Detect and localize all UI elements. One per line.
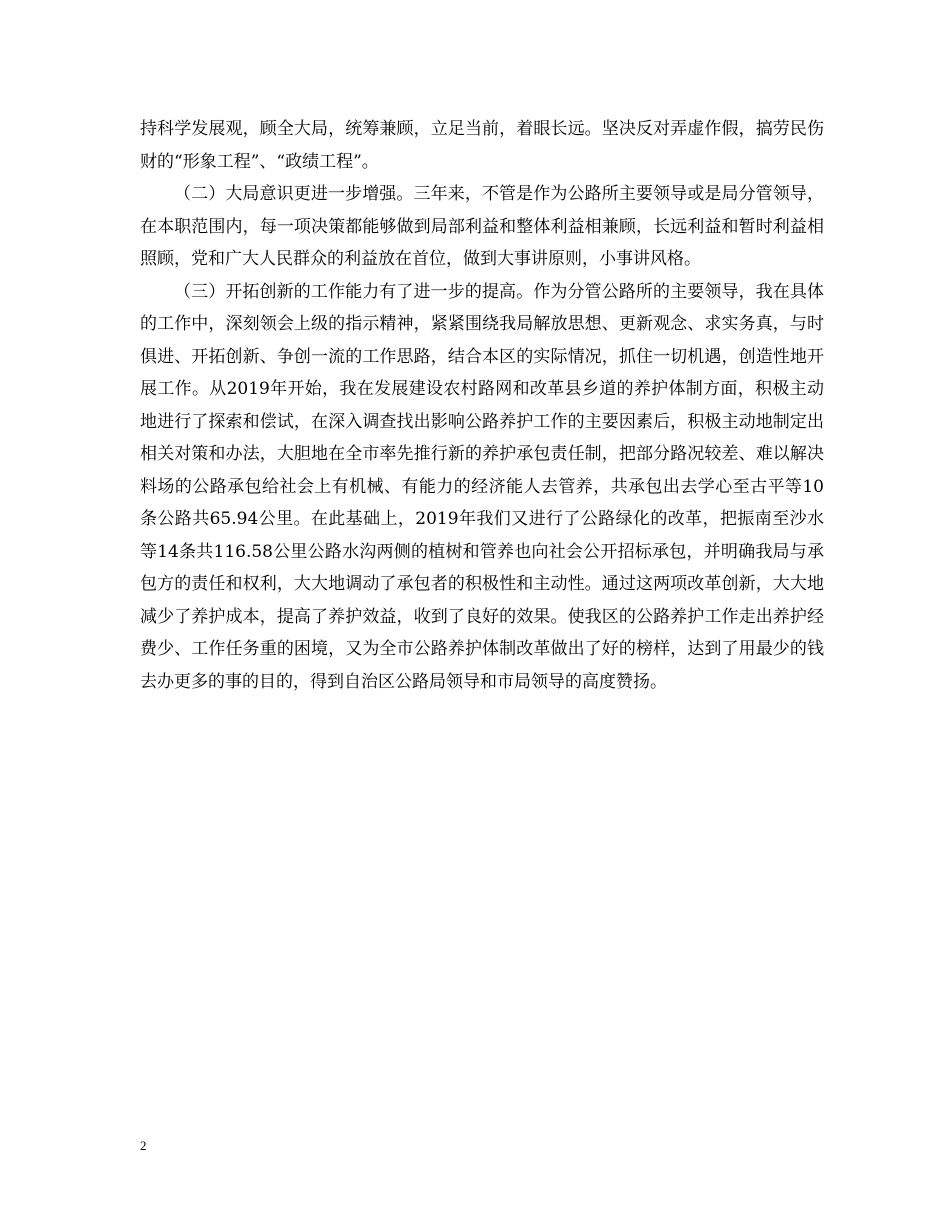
paragraph-3: （三）开拓创新的工作能力有了进一步的提高。作为分管公路所的主要领导，我在具体的工作中，深刻领会上级的指示精神，紧紧围绕我局解放思想、更新观念、求实务真，与时俱进、开拓创新、争创一流的工作思路，结合本区的实际情况，抓住一切机遇，创造性地开展工作。从2019年开始，我在发展建设农村路网和改革县乡道的养护体制方面，积极主动地进行了探索和偿试，在深入调查找出影响公路养护工作的主要因素后，积极主动地制定出相关对策和办法，大胆地在全市率先推行新的养护承包责任制，把部分路况较差、难以解决料场的公路承包给社会上有机械、有能力的经济能人去管养，共承包出去学心至古平等10条公路共65.94公里。在此基础上，2019年我们又进行了公路绿化的改革，把振南至沙水等14条共116.58公里公路水沟两侧的植树和管养也向社会公开招标承包，并明确我局与承包方的责任和权利，大大地调动了承包者的积极性和主动性。通过这两项改革创新，大大地减少了养护成本，提高了养护效益，收到了良好的效果。使我区的公路养护工作走出养护经费少、工作任务重的困境，又为全市公路养护体制改革做出了好的榜样，达到了用最少的钱去办更多的事的目的，得到自治区公路局领导和市局领导的高度赞扬。 [140,281,824,692]
page-number: 2 [140,1138,147,1153]
paragraph-2: （二）大局意识更进一步增强。三年来，不管是作为公路所主要领导或是局分管领导，在本职范围内，每一项决策都能够做到局部利益和整体利益相兼顾，长远利益和暂时利益相照顾，党和广大人民群众的利益放在首位，做到大事讲原则，小事讲风格。 [140,184,824,269]
paragraph-1: 持科学发展观，顾全大局，统筹兼顾，立足当前，着眼长远。坚决反对弄虚作假，搞劳民伤财的“形象工程”、“政绩工程”。 [140,119,824,172]
document-body [140,113,824,698]
